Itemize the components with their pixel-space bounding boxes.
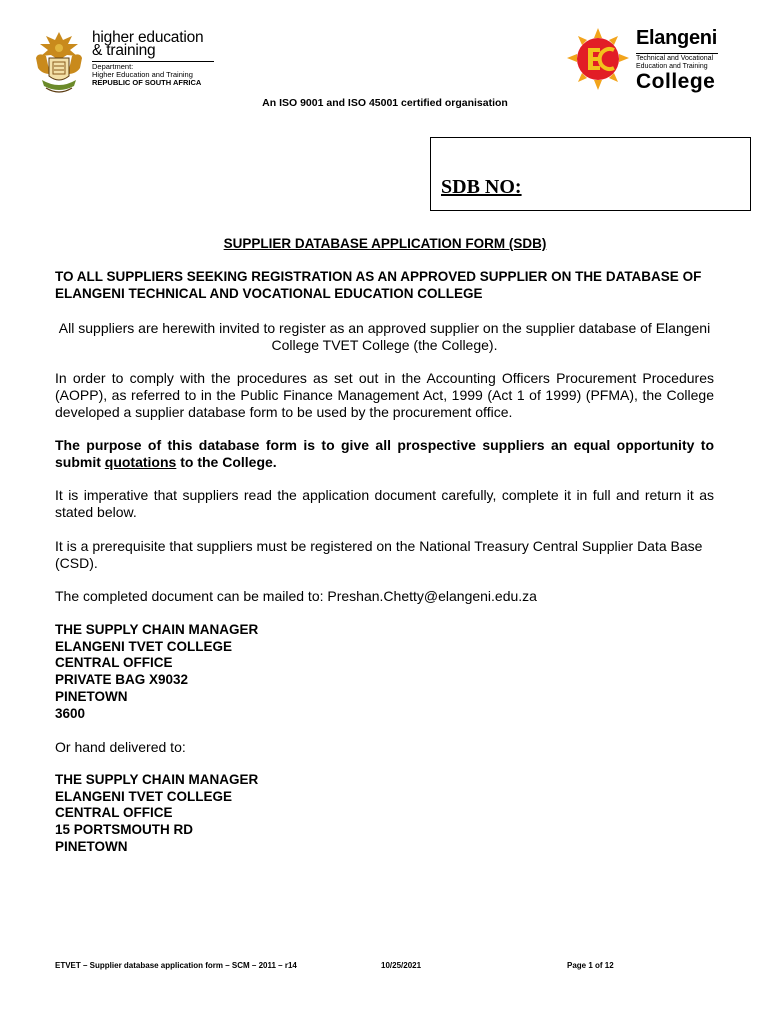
postal-address (55, 622, 455, 722)
suppliers-heading: TO ALL SUPPLIERS SEEKING REGISTRATION AS AN APPROVED SUPPLIER ON THE DATABASE OF ELANGENI TECHNICAL AND VOCATIONAL EDUCATION COLLEGE (55, 269, 702, 301)
elangeni-name: Elangeni (636, 27, 717, 49)
dhet-logo (32, 30, 222, 98)
address-line: CENTRAL OFFICE (55, 805, 173, 821)
mail-text: The completed document can be mailed to: (55, 588, 328, 604)
address-line: PINETOWN (55, 688, 128, 704)
purpose-paragraph (55, 437, 714, 471)
dhet-sub-1: Department: (92, 62, 134, 71)
address-line: THE SUPPLY CHAIN MANAGER (55, 772, 259, 787)
address-line: 3600 (55, 705, 86, 721)
dhet-sub-3: REPUBLIC OF SOUTH AFRICA (92, 78, 202, 87)
comply-paragraph: In order to comply with the procedures as set out in the Accounting Officers Procurement Procedures (AOPP), as referred to in the Public Finance Management Act, 1999 (Act 1 of 1999) (PFMA), the College developed a supplier database form to be used by the procurement office. (55, 370, 714, 420)
elangeni-divider-top (636, 53, 718, 54)
mail-paragraph (55, 588, 714, 605)
imperative-paragraph: It is imperative that suppliers read the application document carefully, complete it in full and return it as stated below. (55, 487, 714, 520)
hand-delivery-line: Or hand delivered to: (55, 739, 186, 755)
elangeni-sub-1: Technical and Vocational (636, 55, 714, 62)
iso-certification-line: An ISO 9001 and ISO 45001 certified organisation (262, 97, 508, 109)
address-line: THE SUPPLY CHAIN MANAGER (55, 622, 259, 637)
elangeni-sub-2: Education and Training (636, 63, 708, 70)
footer-document-ref: ETVET – Supplier database application form – SCM – 2011 – r14 (55, 961, 297, 970)
quotations-term: quotations (104, 454, 177, 470)
address-line: CENTRAL OFFICE (55, 655, 173, 671)
sdb-number-box[interactable] (430, 137, 751, 211)
purpose-text-end: to the College. (176, 454, 277, 470)
footer-date: 10/25/2021 (381, 961, 422, 970)
sun-emblem-icon (566, 28, 630, 90)
dhet-title-line1: higher education (92, 29, 204, 46)
elangeni-college: College (636, 70, 716, 93)
dhet-title-line2: & training (92, 42, 156, 59)
address-line: PINETOWN (55, 838, 128, 854)
address-line: PRIVATE BAG X9032 (55, 672, 189, 688)
hand-address (55, 772, 455, 856)
form-title: SUPPLIER DATABASE APPLICATION FORM (SDB) (223, 236, 547, 251)
elangeni-logo (566, 27, 756, 93)
coat-of-arms-icon (32, 30, 86, 98)
footer-page-number: Page 1 of 12 (567, 961, 614, 970)
invite-paragraph: All suppliers are herewith invited to register as an approved supplier on the supplier database of Elangeni College TVET College (the College). (58, 320, 711, 353)
address-line: 15 PORTSMOUTH RD (55, 822, 194, 838)
address-line: ELANGENI TVET COLLEGE (55, 788, 233, 804)
mail-email-link[interactable]: Preshan.Chetty@elangeni.edu.za (327, 588, 537, 604)
address-line: ELANGENI TVET COLLEGE (55, 638, 233, 654)
prerequisite-paragraph: It is a prerequisite that suppliers must be registered on the National Treasury Central Supplier Data Base (CSD). (55, 538, 703, 571)
purpose-text-start: The purpose of this database form is to give all prospective suppliers an equal opportunity to submit (55, 437, 714, 470)
sdb-number-label: SDB NO: (441, 176, 522, 198)
dhet-sub-2: Higher Education and Training (92, 70, 193, 79)
